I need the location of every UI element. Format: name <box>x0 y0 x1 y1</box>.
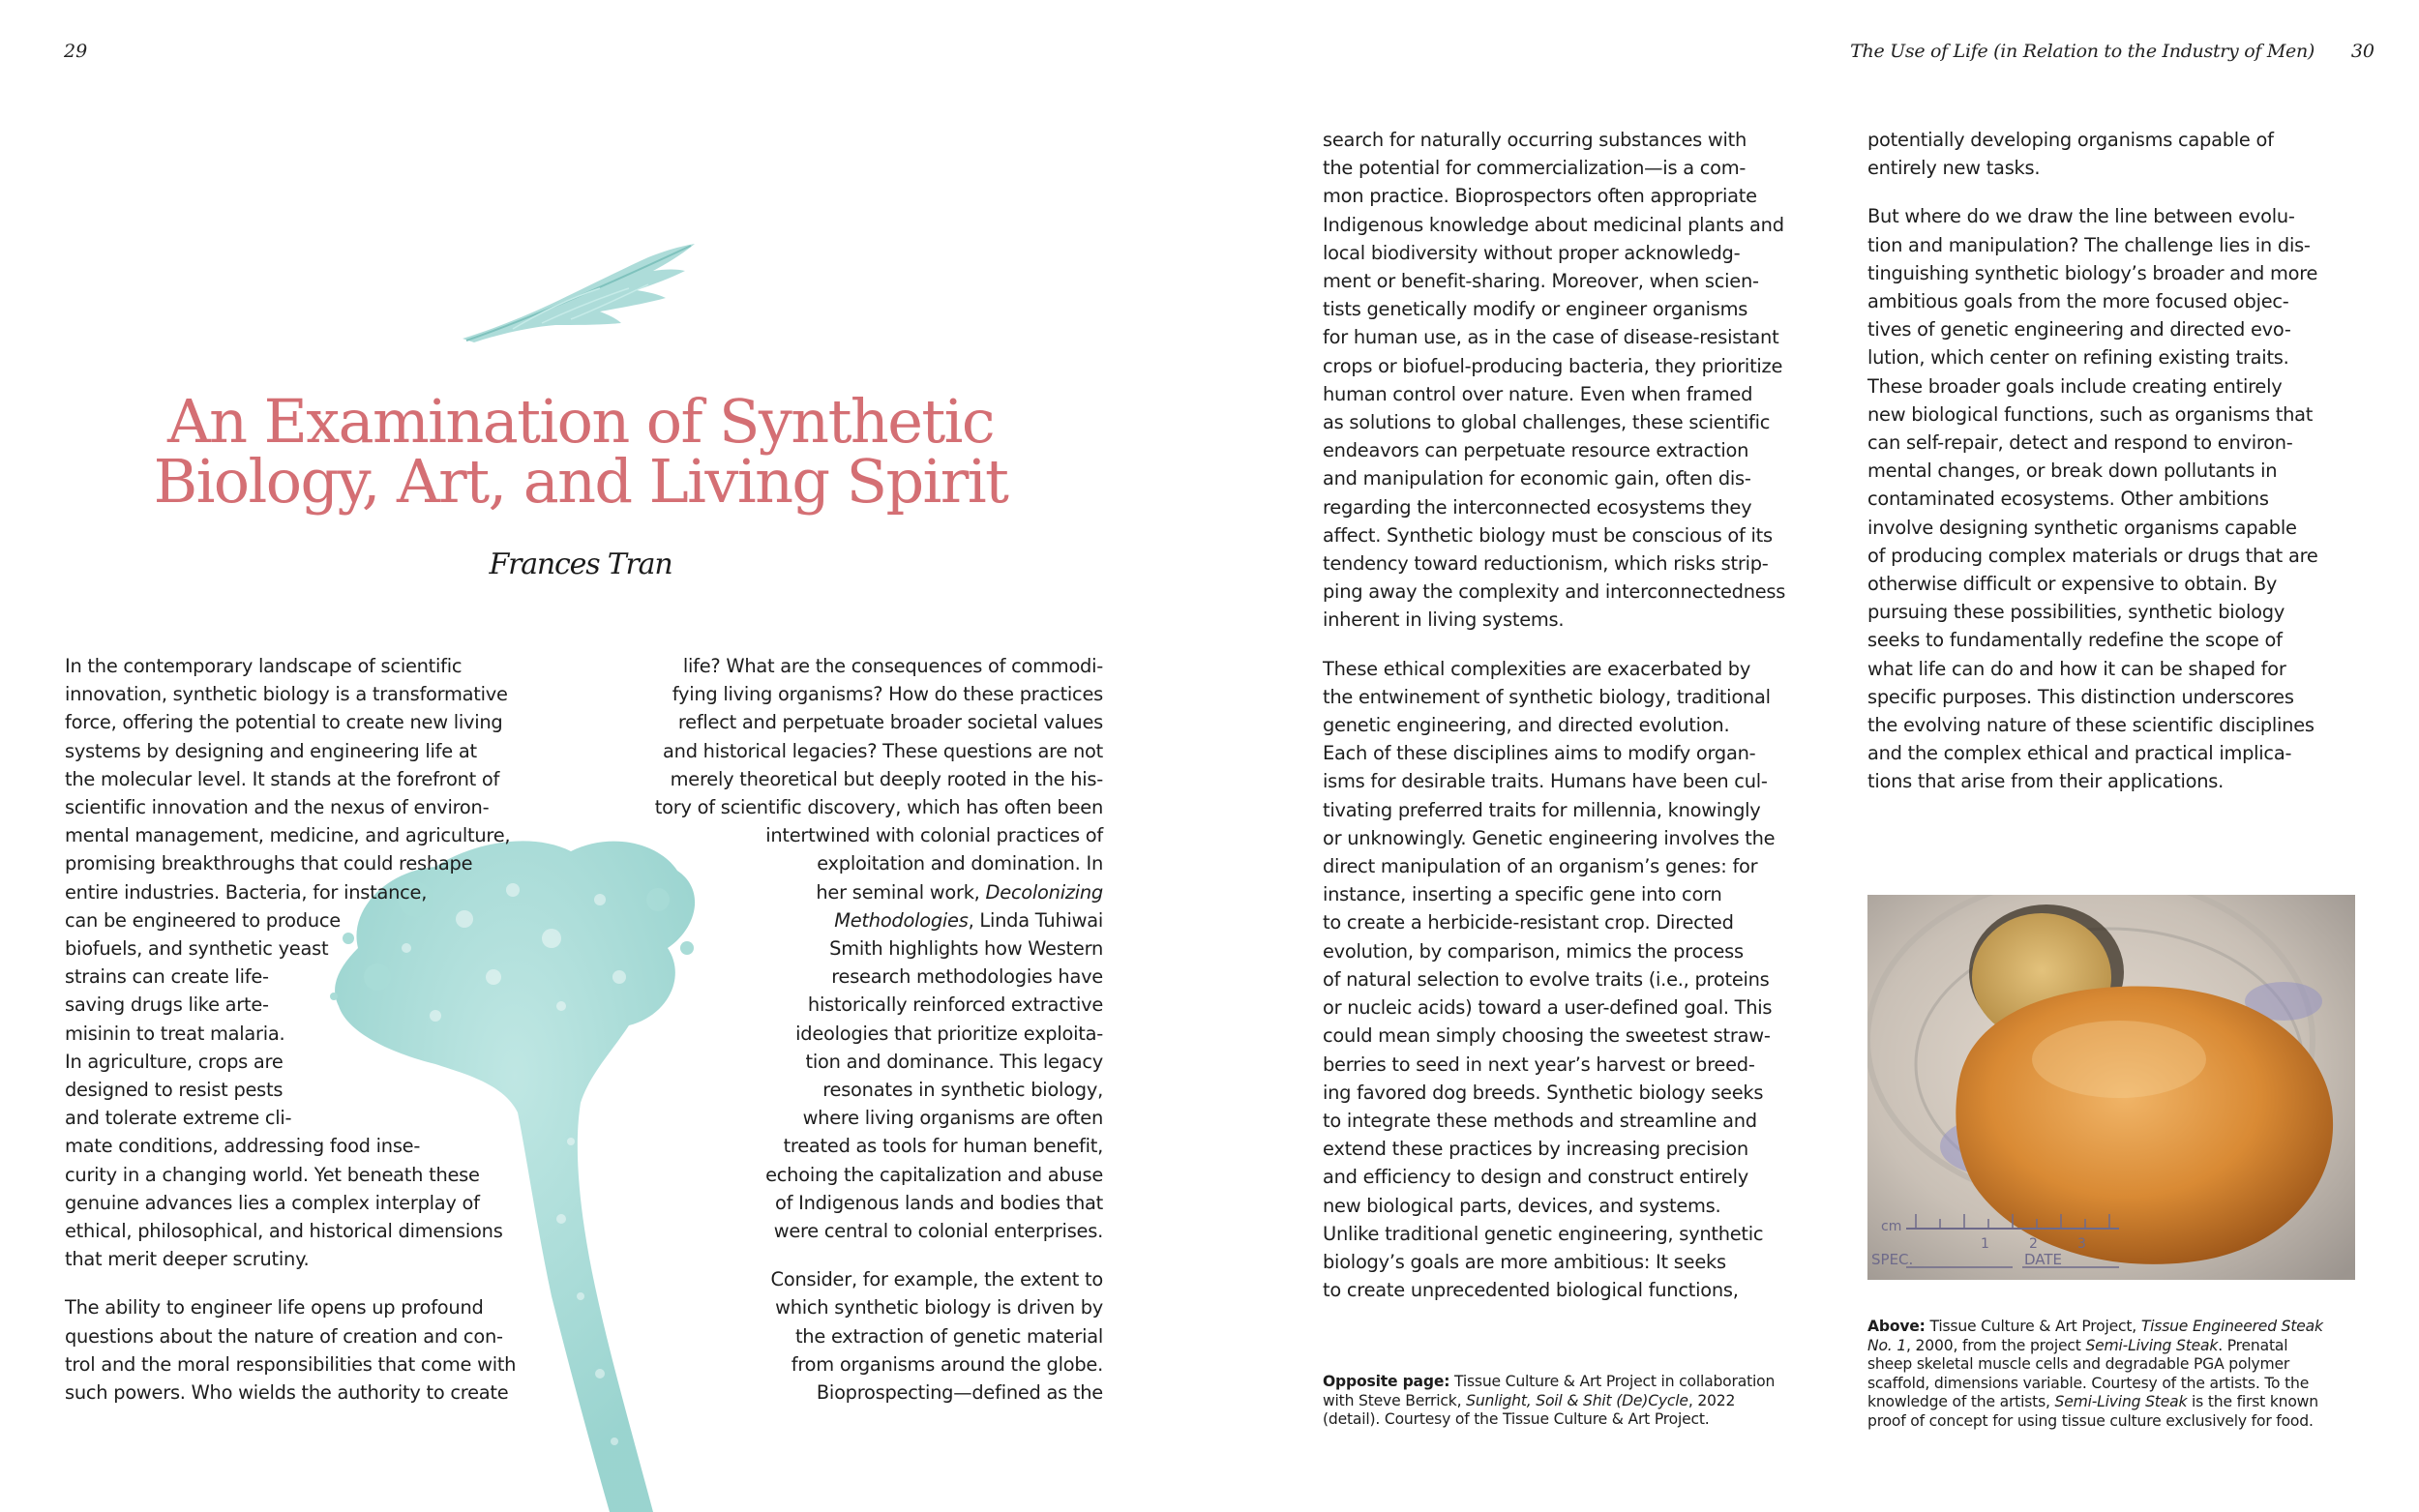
text-line: Consider, for example, the extent to <box>770 1268 1103 1291</box>
text-line: curity in a changing world. Yet beneath these <box>65 1163 480 1186</box>
text-line: fying living organisms? How do these practices <box>672 683 1103 706</box>
text-line: Bioprospecting—defined as the <box>816 1381 1103 1405</box>
text-line: merely theoretical but deeply rooted in the his- <box>670 767 1103 790</box>
text-line: of Indigenous lands and bodies that <box>775 1191 1103 1214</box>
text-line: mon practice. Bioprospectors often appropriate <box>1323 185 1757 208</box>
text-line: questions about the nature of creation and con- <box>65 1324 503 1348</box>
paragraph-gap <box>1867 182 2371 202</box>
text-line: direct manipulation of an organism’s genes: for <box>1323 855 1758 878</box>
text-line: mate conditions, addressing food inse- <box>65 1135 421 1158</box>
caption-line: scaffold, dimensions variable. Courtesy of the artists. To the <box>1867 1374 2310 1392</box>
text-line: can self-repair, detect and respond to environ- <box>1867 431 2293 455</box>
text-line: and tolerate extreme cli- <box>65 1107 292 1130</box>
text-line: where living organisms are often <box>802 1107 1103 1130</box>
text-line: Methodologies, Linda Tuhiwai <box>834 908 1103 932</box>
text-line: involve designing synthetic organisms capable <box>1867 516 2297 539</box>
text-line: genuine advances lies a complex interplay of <box>65 1191 480 1214</box>
text-line: tives of genetic engineering and directed evo- <box>1867 318 2291 341</box>
ruler-unit: cm <box>1881 1219 1902 1234</box>
text-line: berries to seed in next year’s harvest or breed- <box>1323 1052 1755 1076</box>
text-line: tion and dominance. This legacy <box>805 1050 1103 1073</box>
text-line: as solutions to global challenges, these scientific <box>1323 411 1771 434</box>
text-line: Each of these disciplines aims to modify organ- <box>1323 742 1756 765</box>
paragraph-gap <box>65 1273 568 1293</box>
text-line: mental management, medicine, and agriculture, <box>65 824 511 847</box>
page-number-left: 29 <box>64 41 88 62</box>
text-line: tists genetically modify or engineer organisms <box>1323 298 1748 321</box>
paragraph-gap <box>1323 635 1845 655</box>
text-line: seeks to fundamentally redefine the scope of <box>1867 629 2283 652</box>
text-line: evolution, by comparison, mimics the process <box>1323 939 1744 963</box>
text-line: for human use, as in the case of disease-resistant <box>1323 326 1779 349</box>
text-line: research methodologies have <box>831 965 1103 989</box>
text-line: pursuing these possibilities, synthetic biology <box>1867 601 2285 624</box>
text-line: the entwinement of synthetic biology, traditional <box>1323 685 1771 708</box>
right-page <box>1210 0 2419 1512</box>
text-line: endeavors can perpetuate resource extraction <box>1323 439 1749 462</box>
text-line: tions that arise from their applications. <box>1867 770 2224 793</box>
text-line: exploitation and domination. In <box>817 852 1103 875</box>
text-line: lution, which center on refining existing traits. <box>1867 346 2289 370</box>
text-line: mental changes, or break down pollutants in <box>1867 460 2278 483</box>
text-line: new biological functions, such as organisms that <box>1867 402 2314 426</box>
text-line: ment or benefit-sharing. Moreover, when scien- <box>1323 270 1759 293</box>
text-line: innovation, synthetic biology is a transformative <box>65 683 508 706</box>
text-line: and efficiency to design and construct entirely <box>1323 1166 1748 1189</box>
book-title: Methodologies <box>834 908 969 932</box>
text-line: specific purposes. This distinction underscores <box>1867 685 2294 708</box>
text-line: scientific innovation and the nexus of environ- <box>65 796 490 819</box>
text-line: biofuels, and synthetic yeast <box>65 937 329 961</box>
text-line: designed to resist pests <box>65 1079 284 1102</box>
text-line: The ability to engineer life opens up profound <box>65 1296 484 1319</box>
text-line: could mean simply choosing the sweetest straw- <box>1323 1024 1771 1048</box>
caption-line: (detail). Courtesy of the Tissue Culture & Art Project. <box>1323 1410 1710 1428</box>
text-line: Unlike traditional genetic engineering, synthetic <box>1323 1222 1764 1245</box>
book-title: Decolonizing <box>985 880 1103 904</box>
text-line: contaminated ecosystems. Other ambitions <box>1867 488 2269 511</box>
text-line: ambitious goals from the more focused objec- <box>1867 290 2289 313</box>
text-line: such powers. Who wields the authority to create <box>65 1381 509 1405</box>
text-line: and historical legacies? These questions are not <box>663 739 1103 762</box>
caption-line: with Steve Berrick, Sunlight, Soil & Shit (De)Cycle, 2022 <box>1323 1391 1736 1409</box>
text-line: and the complex ethical and practical implica- <box>1867 742 2292 765</box>
text-line: promising breakthroughs that could reshape <box>65 852 473 875</box>
text-line: of producing complex materials or drugs that are <box>1867 544 2318 567</box>
date-label: DATE <box>2024 1251 2063 1268</box>
text-line: instance, inserting a specific gene into corn <box>1323 883 1722 906</box>
text-line: resonates in synthetic biology, <box>822 1079 1103 1102</box>
text-line: regarding the interconnected ecosystems they <box>1323 495 1752 519</box>
text-line: historically reinforced extractive <box>807 993 1103 1017</box>
caption-line: proof of concept for using tissue culture exclusively for food. <box>1867 1411 2314 1430</box>
text-line: life? What are the consequences of commodi- <box>682 655 1103 677</box>
text-line: treated as tools for human benefit, <box>783 1135 1103 1158</box>
text-line: search for naturally occurring substances with <box>1323 129 1747 151</box>
text-line: tendency toward reductionism, which risks strip- <box>1323 552 1769 576</box>
text-line: saving drugs like arte- <box>65 993 269 1017</box>
text-line: tivating preferred traits for millennia, knowingly <box>1323 798 1761 821</box>
text-line: of natural selection to evolve traits (i.e., proteins <box>1323 967 1770 991</box>
text-line: tory of scientific discovery, which has often been <box>654 796 1103 819</box>
feather-illustration <box>455 240 706 356</box>
caption-line: Opposite page: Tissue Culture & Art Project in collaboration <box>1323 1373 1776 1390</box>
article-title <box>116 386 1045 517</box>
body-column-4 <box>1867 126 2371 796</box>
text-line: or nucleic acids) toward a user-defined goal. This <box>1323 996 1773 1020</box>
text-line: entire industries. Bacteria, for instance, <box>65 880 428 904</box>
text-line: affect. Synthetic biology must be conscious of its <box>1323 523 1773 547</box>
text-line: which synthetic biology is driven by <box>775 1296 1103 1319</box>
text-line: Indigenous knowledge about medicinal plants and <box>1323 213 1784 236</box>
text-line: from organisms around the globe. <box>791 1352 1103 1376</box>
text-line: human control over nature. Even when framed <box>1323 382 1753 405</box>
title-line-2: Biology, Art, and Living Spirit <box>153 446 1008 517</box>
text-line: or unknowingly. Genetic engineering involves the <box>1323 826 1776 849</box>
text-line: ping away the complexity and interconnectedness <box>1323 580 1786 604</box>
text-line: her seminal work, Decolonizing <box>816 880 1103 904</box>
text-line: local biodiversity without proper acknowledg- <box>1323 241 1741 264</box>
text-line: strains can create life- <box>65 965 269 989</box>
ruler-tick: 2 <box>2029 1236 2038 1252</box>
author-byline: Frances Tran <box>489 548 672 581</box>
text-line: systems by designing and engineering life at <box>65 739 477 762</box>
paragraph-gap <box>608 1245 1111 1265</box>
text-line: ideologies that prioritize exploita- <box>795 1022 1103 1045</box>
caption-line: sheep skeletal muscle cells and degradable PGA polymer <box>1867 1355 2290 1373</box>
text-line: tinguishing synthetic biology’s broader and more <box>1867 261 2318 284</box>
text-line: to integrate these methods and streamline and <box>1323 1109 1757 1132</box>
text-line: otherwise difficult or expensive to obtain. By <box>1867 573 2278 596</box>
body-column-2 <box>608 652 1111 1407</box>
photo-caption <box>1867 1318 2371 1431</box>
ruler-tick: 3 <box>2077 1236 2086 1252</box>
text-line: ethical, philosophical, and historical dimensions <box>65 1220 503 1243</box>
text-line: trol and the moral responsibilities that come with <box>65 1352 517 1376</box>
text-line: These broader goals include creating entirely <box>1867 374 2283 398</box>
text-line: crops or biofuel-producing bacteria, they prioritize <box>1323 354 1783 377</box>
text-line: that merit deeper scrutiny. <box>65 1248 310 1271</box>
title-line-1: An Examination of Synthetic <box>166 386 995 457</box>
text-line: force, offering the potential to create new living <box>65 711 503 734</box>
text-line: to create unprecedented biological functions, <box>1323 1279 1739 1302</box>
text-line: what life can do and how it can be shaped for <box>1867 657 2286 680</box>
text-line: But where do we draw the line between evolu- <box>1867 205 2295 228</box>
text-line: the evolving nature of these scientific disciplines <box>1867 714 2314 737</box>
ruler-tick: 1 <box>1981 1236 1989 1252</box>
spec-label: SPEC. <box>1871 1251 1914 1268</box>
running-head: The Use of Life (in Relation to the Industry of Men) <box>1850 41 2314 62</box>
caption-line: Above: Tissue Culture & Art Project, Tissue Engineered Steak <box>1867 1318 2323 1335</box>
text-line: the extraction of genetic material <box>794 1324 1103 1348</box>
text-line: tion and manipulation? The challenge lies in dis- <box>1867 233 2311 256</box>
text-line: In the contemporary landscape of scientific <box>65 655 463 677</box>
text-line: extend these practices by increasing precision <box>1323 1138 1748 1161</box>
opposite-page-caption <box>1323 1373 1826 1430</box>
text-line: the molecular level. It stands at the forefront of <box>65 767 500 790</box>
text-line: These ethical complexities are exacerbated by <box>1323 657 1751 680</box>
text-line: misinin to treat malaria. <box>65 1022 285 1045</box>
text-line: can be engineered to produce <box>65 908 341 932</box>
text-line: the potential for commercialization—is a com- <box>1323 157 1747 180</box>
text-line: isms for desirable traits. Humans have been cul- <box>1323 770 1768 793</box>
text-line: In agriculture, crops are <box>65 1050 284 1073</box>
text-line: entirely new tasks. <box>1867 157 2041 180</box>
text-line: inherent in living systems. <box>1323 608 1565 632</box>
caption-line: knowledge of the artists, Semi-Living Steak is the first known <box>1867 1393 2318 1410</box>
text-line: biology’s goals are more ambitious: It seeks <box>1323 1250 1726 1273</box>
text-line: reflect and perpetuate broader societal values <box>677 711 1103 734</box>
caption-line: No. 1, 2000, from the project Semi-Living Steak. Prenatal <box>1867 1336 2288 1354</box>
text-line: new biological parts, devices, and systems. <box>1323 1194 1721 1217</box>
text-line: intertwined with colonial practices of <box>765 824 1103 847</box>
text-line: ing favored dog breeds. Synthetic biology seeks <box>1323 1081 1764 1104</box>
page-number-right: 30 <box>2350 41 2374 62</box>
steak-photo <box>1867 895 2355 1280</box>
body-column-3 <box>1323 126 1845 1304</box>
text-line: potentially developing organisms capable of <box>1867 129 2274 151</box>
text-line: to create a herbicide-resistant crop. Directed <box>1323 911 1734 934</box>
body-column-1 <box>65 652 568 1407</box>
text-line: echoing the capitalization and abuse <box>765 1163 1103 1186</box>
text-line: genetic engineering, and directed evolution. <box>1323 714 1730 737</box>
text-line: and manipulation for economic gain, often dis- <box>1323 467 1751 490</box>
text-line: were central to colonial enterprises. <box>773 1220 1103 1243</box>
text-line: Smith highlights how Western <box>829 937 1103 961</box>
